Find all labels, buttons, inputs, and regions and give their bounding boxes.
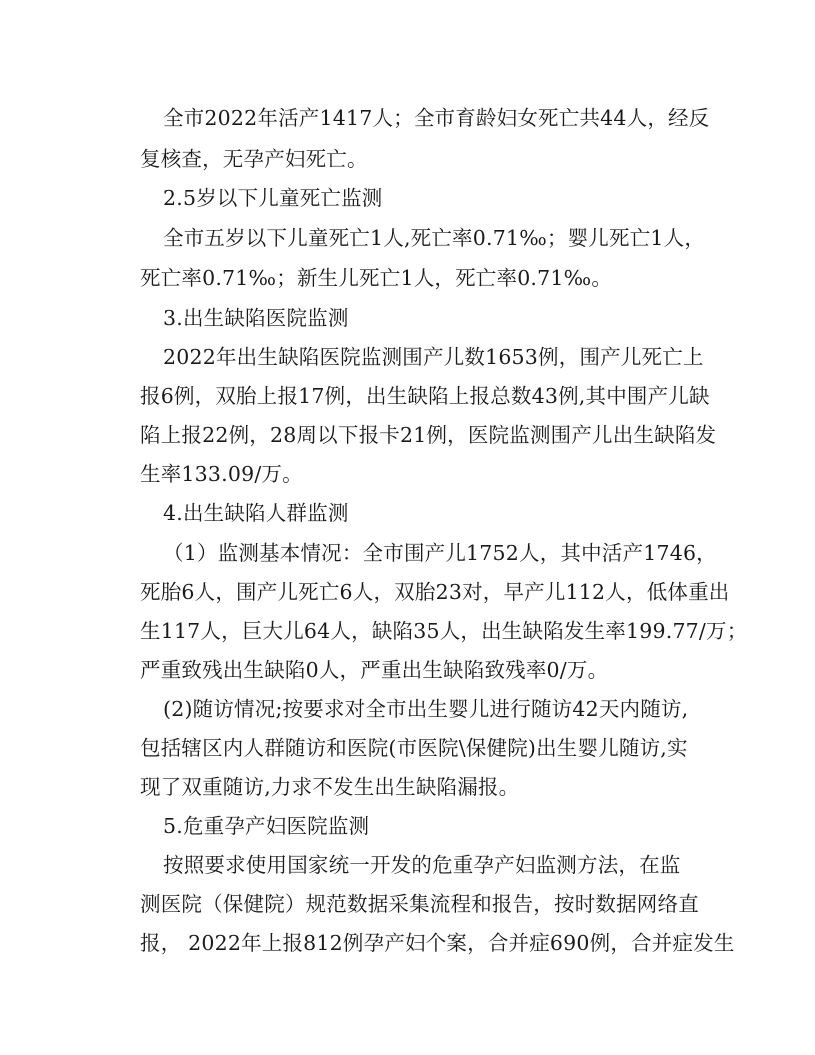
paragraph-line: 死胎6人，围产儿死亡6人，双胎23对，早产儿112人，低体重出 <box>140 580 730 604</box>
paragraph-line: 现了双重随访,力求不发生出生缺陷漏报。 <box>140 775 520 799</box>
paragraph-line: 生117人，巨大儿64人，缺陷35人，出生缺陷发生率199.77/万； <box>140 619 748 643</box>
paragraph-line: 陷上报22例，28周以下报卡21例，医院监测围产儿出生缺陷发 <box>140 423 717 447</box>
section-heading: 3.出生缺陷医院监测 <box>163 306 349 330</box>
section-heading: 5.危重孕产妇医院监测 <box>163 814 370 838</box>
paragraph-line: 报， 2022年上报812例孕产妇个案，合并症690例，合并症发生 <box>140 931 735 955</box>
paragraph-line: （1）监测基本情况：全市围产儿1752人，其中活产1746， <box>163 541 717 565</box>
paragraph-line: 按照要求使用国家统一开发的危重孕产妇监测方法，在监 <box>163 853 681 877</box>
paragraph-line: 包括辖区内人群随访和医院(市医院\保健院)出生婴儿随访,实 <box>140 736 688 760</box>
paragraph-line: 死亡率0.71‰；新生儿死亡1人，死亡率0.71‰。 <box>140 266 613 290</box>
paragraph-line: 全市2022年活产1417人；全市育龄妇女死亡共44人，经反 <box>163 106 710 130</box>
section-heading: 4.出生缺陷人群监测 <box>163 501 349 525</box>
section-heading: 2.5岁以下儿童死亡监测 <box>163 186 383 210</box>
paragraph-line: 测医院（保健院）规范数据采集流程和报告，按时数据网络直 <box>140 892 699 916</box>
paragraph-line: 全市五岁以下儿童死亡1人,死亡率0.71‰；婴儿死亡1人， <box>163 226 706 250</box>
paragraph-line: 严重致残出生缺陷0人，严重出生缺陷致残率0/万。 <box>140 658 609 682</box>
paragraph-line: 2022年出生缺陷医院监测围产儿数1653例，围产儿死亡上 <box>163 345 704 369</box>
paragraph-line: 报6例，双胎上报17例，出生缺陷上报总数43例,其中围产儿缺 <box>140 384 710 408</box>
paragraph-line: (2)随访情况;按要求对全市出生婴儿进行随访42天内随访, <box>163 697 689 721</box>
paragraph-line: 生率133.09/万。 <box>140 462 303 486</box>
paragraph-line: 复核查，无孕产妇死亡。 <box>140 147 368 171</box>
